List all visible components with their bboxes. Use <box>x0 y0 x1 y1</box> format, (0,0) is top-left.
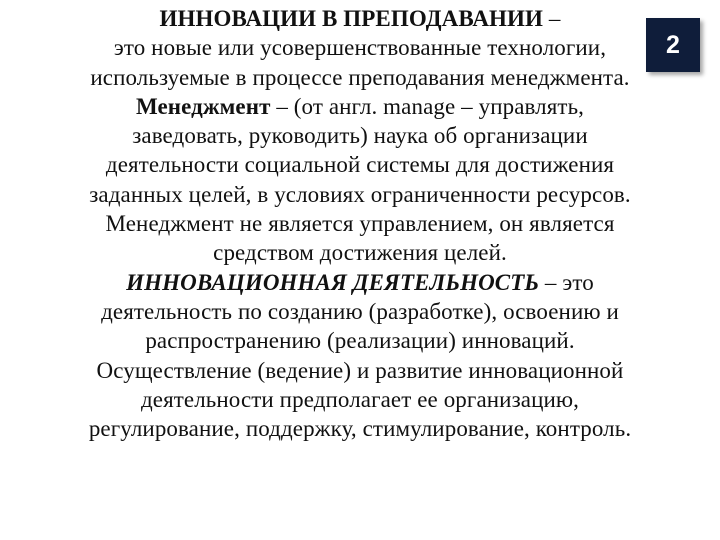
term-management: Менеджмент <box>135 93 271 119</box>
text-line <box>20 92 700 121</box>
text-line: это новые или усовершенствованные технологии, <box>113 35 607 61</box>
text-line <box>20 4 700 33</box>
text-line: деятельность по созданию (разработке), освоению и <box>101 298 619 324</box>
slide-body <box>20 4 700 443</box>
heading-innovations-in-teaching: ИННОВАЦИИ В ПРЕПОДАВАНИИ <box>159 6 544 31</box>
term-innovation-activity: ИННОВАЦИОННАЯ ДЕЯТЕЛЬНОСТЬ <box>126 269 540 295</box>
text-line: деятельности социальной системы для достижения <box>105 152 615 178</box>
text-line: Менеджмент не является управлением, он является <box>105 211 615 237</box>
text-line: заданных целей, в условиях ограниченности ресурсов. <box>89 181 631 207</box>
text-line: деятельности предполагает ее организацию, <box>140 386 580 412</box>
text-fragment: – <box>543 6 561 31</box>
text-line: используемые в процессе преподавания менеджмента. <box>90 64 630 90</box>
slide-number-badge: 2 <box>646 18 700 72</box>
text-fragment: – это <box>539 269 594 295</box>
text-line: средством достижения целей. <box>213 240 507 266</box>
text-line: заведовать, руководить) наука об организации <box>132 123 588 149</box>
text-line: распространению (реализации) инноваций. <box>145 328 575 354</box>
text-fragment: – (от англ. manage – управлять, <box>270 93 585 119</box>
text-line: Осуществление (ведение) и развитие инновационной <box>96 357 624 383</box>
text-line <box>20 268 700 297</box>
text-line: регулирование, поддержку, стимулирование, контроль. <box>88 416 632 442</box>
